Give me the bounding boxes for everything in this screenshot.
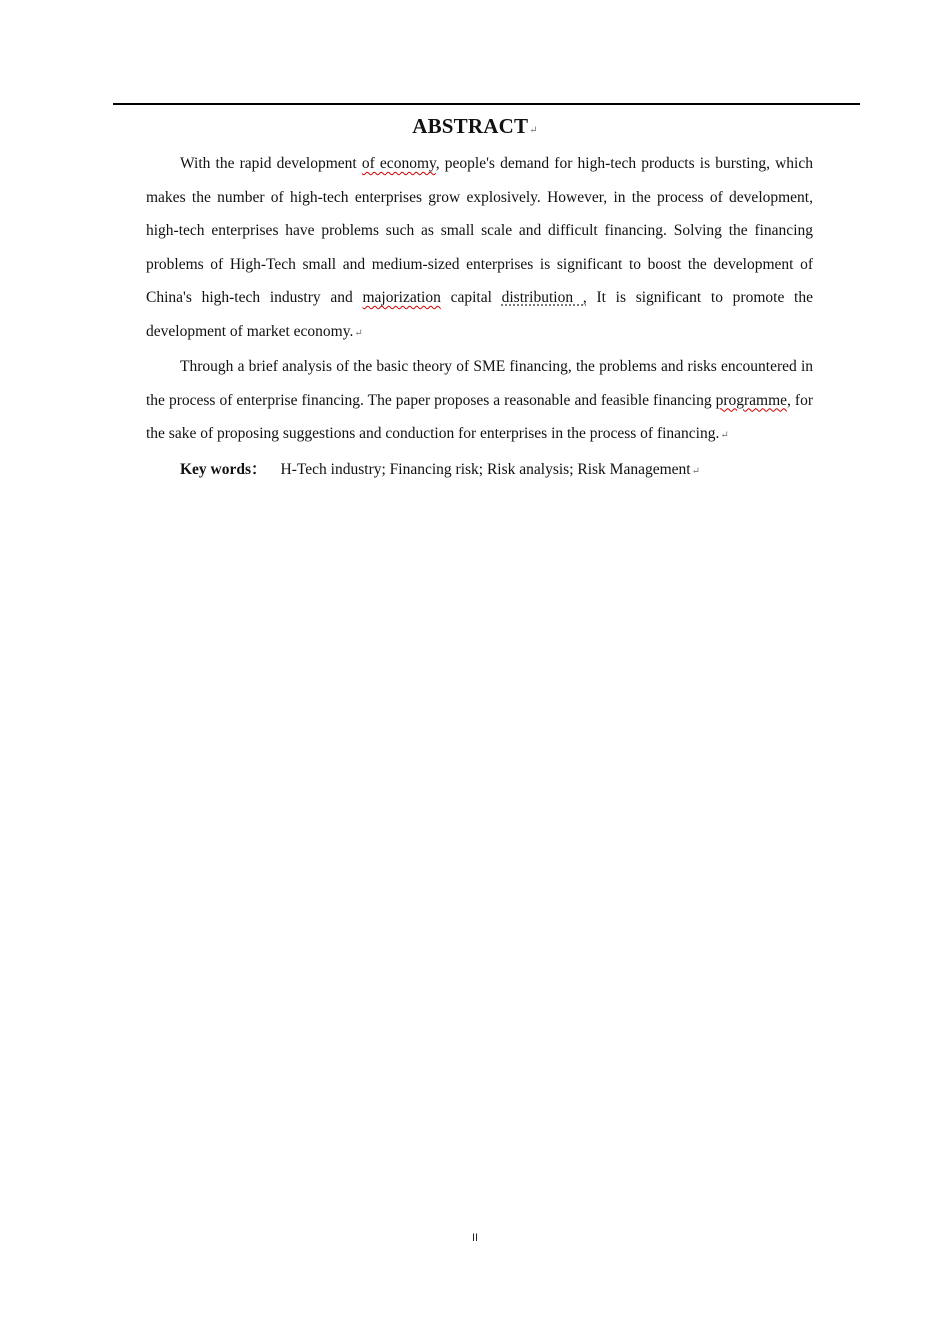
keywords-label: Key words： [180,460,267,478]
p2-text-2: , for the sake of proposing suggestions and conduction for enterprises in the process of financing. [146,391,814,442]
keywords-text: H-Tech industry; Financing risk; Risk analysis; Risk Management [280,460,691,478]
p1-spellcheck-word: majorization [362,289,441,306]
p1-text-2: , people's demand for high-tech products is bursting, which makes the number of high-tech enterprises grow explosively. However, in the process of development, high-tech enterprises have problems such as small scale and difficult financing. Solving the financing problems of High-Tech small and medium-sized enterprises is significant to boost the development of China's high-tech industry and [146,155,813,306]
p1-text-4: It is significant to promote the development of market economy. [146,289,813,340]
page-title [0,112,950,145]
abstract-paragraph-1 [146,147,813,350]
paragraph-mark-icon: ↵ [720,430,729,441]
p1-spellcheck-phrase: of economy [361,155,436,172]
p2-spellcheck-word: programme [715,391,788,409]
header-rule [113,103,860,105]
page-number: II [471,1232,479,1244]
p2-text-1: Through a brief analysis of the basic theory of SME financing, the problems and risks encountered in the process of enterprise financing. The paper proposes a reasonable and feasible financing [146,358,813,409]
paragraph-mark-icon: ↵ [529,125,538,136]
p1-text-3: capital [440,289,502,306]
abstract-body [146,147,813,488]
keywords-line [146,453,813,489]
paragraph-mark-icon: ↵ [354,327,363,339]
p1-grammar-phrase: distribution , [501,289,587,306]
abstract-paragraph-2 [146,350,813,453]
p1-text-1: With the rapid development [180,155,362,172]
paragraph-mark-icon: ↵ [691,465,700,477]
title-text: ABSTRACT [412,114,529,138]
